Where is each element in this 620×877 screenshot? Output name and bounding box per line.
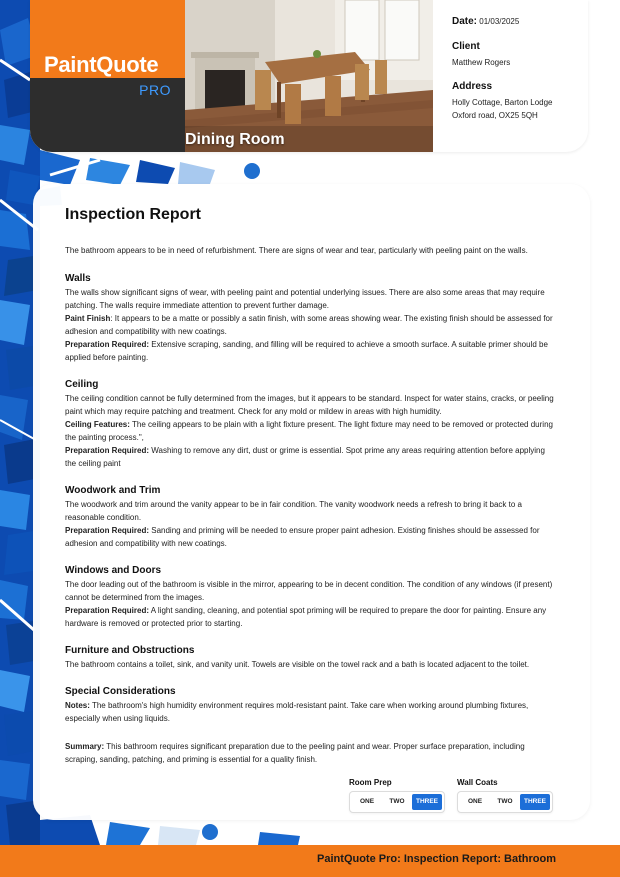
report-summary bbox=[65, 740, 555, 766]
room-prep-selector bbox=[349, 791, 445, 813]
room-prep-label: Room Prep bbox=[349, 778, 392, 787]
room-photo bbox=[185, 0, 433, 152]
ceiling-heading: Ceiling bbox=[65, 379, 99, 390]
client-block bbox=[452, 41, 582, 69]
ceiling-text: The ceiling condition cannot be fully determined from the images, but it appears to be standard. Inspect for water stains, cracks, or peeling paint which may require patching and treatment. Check for any mold or mildew in areas with high humidity. bbox=[65, 394, 554, 416]
woodwork-preparation bbox=[65, 524, 555, 550]
room-caption: Dining Room bbox=[185, 131, 285, 148]
section-ceiling bbox=[65, 379, 555, 470]
special-notes bbox=[65, 699, 555, 725]
date-row bbox=[452, 16, 582, 27]
walls-text: The walls show significant signs of wear, with peeling paint and potential underlying issues. There are also some areas that may require patching. The walls require immediate attention to prevent further damage. bbox=[65, 288, 545, 310]
address-line-2: Oxford road, OX25 5QH bbox=[452, 111, 538, 120]
wall-coats-group bbox=[457, 778, 553, 813]
header-card bbox=[30, 0, 588, 152]
windows-preparation bbox=[65, 604, 555, 630]
report-intro: The bathroom appears to be in need of refurbishment. There are signs of wear and tear, particularly with peeling paint on the walls. bbox=[65, 246, 528, 255]
walls-prep-label: Preparation Required: bbox=[65, 340, 150, 349]
brand-logo bbox=[30, 0, 185, 152]
wall-coats-three-button[interactable]: THREE bbox=[520, 794, 550, 810]
walls-prep-text: Extensive scraping, sanding, and filling will be required to achieve a smooth surface. A suitable primer should be applied before painting. bbox=[65, 340, 548, 362]
address-label: Address bbox=[452, 81, 493, 92]
brand-name: PaintQuote bbox=[44, 52, 159, 77]
section-woodwork bbox=[65, 485, 555, 550]
woodwork-prep-text: Sanding and priming will be needed to ensure proper paint adhesion. Existing finishes should be assessed for adhesion and compatibility with new coatings. bbox=[65, 526, 540, 548]
address-value bbox=[452, 96, 582, 122]
windows-prep-label: Preparation Required: bbox=[65, 606, 150, 615]
walls-heading: Walls bbox=[65, 273, 91, 284]
section-special bbox=[65, 686, 555, 725]
address-block bbox=[452, 81, 582, 122]
client-label: Client bbox=[452, 41, 480, 52]
special-notes-label: Notes: bbox=[65, 701, 90, 710]
ceiling-features-suffix: ", bbox=[138, 433, 144, 442]
room-prep-group bbox=[349, 778, 445, 813]
woodwork-text: The woodwork and trim around the vanity appear to be in fair condition. The vanity woodwork needs a refresh to bring it back to a reasonable condition. bbox=[65, 500, 522, 522]
windows-prep-text: A light sanding, cleaning, and potential spot priming will be required to prepare the door for painting. Ensure any hardware is removed or protected prior to starting. bbox=[65, 606, 547, 628]
wall-coats-selector bbox=[457, 791, 553, 813]
report-card bbox=[33, 184, 590, 820]
wall-coats-two-button[interactable]: TWO bbox=[497, 798, 513, 805]
ceiling-prep-text: Washing to remove any dirt, dust or grime is essential. Spot prime any areas requiring attention before applying the ceiling paint bbox=[65, 446, 545, 468]
wall-coats-one-button[interactable]: ONE bbox=[467, 798, 483, 805]
windows-heading: Windows and Doors bbox=[65, 565, 162, 576]
special-notes-text: The bathroom's high humidity environment requires mold-resistant paint. Take care when working around plumbing fixtures, especially when using liquids. bbox=[65, 701, 529, 723]
walls-preparation bbox=[65, 338, 555, 364]
woodwork-heading: Woodwork and Trim bbox=[65, 485, 161, 496]
room-prep-three-button[interactable]: THREE bbox=[412, 794, 442, 810]
ceiling-features-label: Ceiling Features: bbox=[65, 420, 130, 429]
ceiling-features-text: The ceiling appears to be plain with a light fixture present. The light fixture may need to be removed or protected during the painting process. bbox=[65, 420, 553, 442]
room-prep-two-button[interactable]: TWO bbox=[389, 798, 405, 805]
furniture-text: The bathroom contains a toilet, sink, and vanity unit. Towels are visible on the towel rack and a bath is located adjacent to the toilet. bbox=[65, 660, 530, 669]
ceiling-preparation bbox=[65, 444, 555, 470]
woodwork-prep-label: Preparation Required: bbox=[65, 526, 150, 535]
date-label: Date: bbox=[452, 16, 478, 27]
footer-bar bbox=[0, 845, 620, 877]
room-prep-one-button[interactable]: ONE bbox=[359, 798, 375, 805]
ceiling-features bbox=[65, 418, 555, 444]
ceiling-prep-label: Preparation Required: bbox=[65, 446, 150, 455]
report-content bbox=[65, 206, 555, 766]
summary-text: This bathroom requires significant preparation due to the peeling paint and wear. Proper surface preparation, including scraping, sanding, patching, and priming is essential for a quality finish. bbox=[65, 742, 525, 764]
job-info bbox=[452, 16, 582, 134]
walls-paint-finish bbox=[65, 312, 555, 338]
address-line-1: Holly Cottage, Barton Lodge bbox=[452, 98, 553, 107]
client-value: Matthew Rogers bbox=[452, 58, 511, 67]
walls-finish-text: : It appears to be a matte or possibly a satin finish, with some areas showing wear. The existing finish should be assessed for adhesion and compatibility with new coatings. bbox=[65, 314, 553, 336]
room-photo-image bbox=[185, 0, 433, 152]
report-title: Inspection Report bbox=[65, 206, 202, 223]
wall-coats-label: Wall Coats bbox=[457, 778, 498, 787]
special-heading: Special Considerations bbox=[65, 686, 176, 697]
brand-pro: PRO bbox=[139, 82, 171, 98]
section-windows-doors bbox=[65, 565, 555, 630]
section-walls bbox=[65, 273, 555, 364]
windows-text: The door leading out of the bathroom is visible in the mirror, appearing to be in decent condition. The condition of any windows (if present) cannot be determined from the images. bbox=[65, 580, 553, 602]
summary-label: Summary: bbox=[65, 742, 105, 751]
date-value: 01/03/2025 bbox=[479, 17, 520, 26]
footer-title: PaintQuote Pro: Inspection Report: Bathroom bbox=[317, 853, 556, 865]
furniture-heading: Furniture and Obstructions bbox=[65, 645, 195, 656]
section-furniture bbox=[65, 645, 555, 671]
walls-finish-label: Paint Finish bbox=[65, 314, 111, 323]
